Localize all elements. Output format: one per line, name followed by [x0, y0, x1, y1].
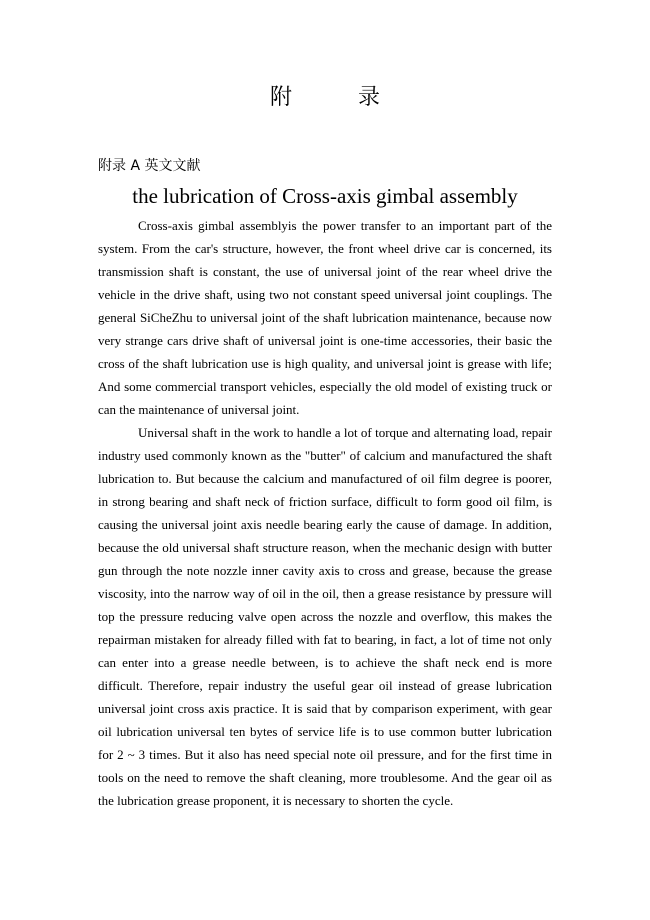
paragraph: Cross-axis gimbal assemblyis the power transfer to an important part of the system. From the car's structure, however, the front wheel drive car is concerned, its transmission shaft is constant, the use of universal joint of the rear wheel drive the vehicle in the drive shaft, using two not constant speed universal joint couplings. The general SiCheZhu to universal joint of the shaft lubrication maintenance, because now very strange cars drive shaft of universal joint is one-time accessories, their basic the cross of the shaft lubrication use is high quality, and universal joint is grease with life; And some commercial transport vehicles, especially the old model of existing truck or can the maintenance of universal joint.: [98, 218, 552, 417]
section-heading: 附录 A 英文文献: [98, 158, 201, 174]
article-body: [98, 214, 552, 812]
page-title: 附 录: [269, 85, 402, 110]
article-title: the lubrication of Cross-axis gimbal assembly: [132, 184, 518, 208]
paragraph: Universal shaft in the work to handle a lot of torque and alternating load, repair industry used commonly known as the "butter" of calcium and manufactured the shaft lubrication to. But because the calcium and manufactured of oil film degree is poorer, in strong bearing and shaft neck of friction surface, difficult to form good oil film, is causing the universal joint axis needle bearing early the cause of damage. In addition, because the old universal shaft structure reason, when the mechanic design with butter gun through the note nozzle inner cavity axis to cross and grease, because the grease viscosity, into the narrow way of oil in the oil, then a grease resistance by pressure will top the pressure reducing valve open across the nozzle and overflow, this makes the repairman mistaken for already filled with fat to bearing, in fact, a lot of time not only can enter into a grease needle between, is to achieve the shaft neck end is more difficult. Therefore, repair industry the useful gear oil instead of grease lubrication universal joint cross axis practice. It is said that by comparison experiment, with gear oil lubrication universal ten bytes of service life is to use common butter lubrication for 2 ~ 3 times. But it also has need special note oil pressure, and for the first time in tools on the need to remove the shaft cleaning, more troublesome. And the gear oil as the lubrication grease proponent, it is necessary to shorten the cycle.: [98, 425, 552, 808]
